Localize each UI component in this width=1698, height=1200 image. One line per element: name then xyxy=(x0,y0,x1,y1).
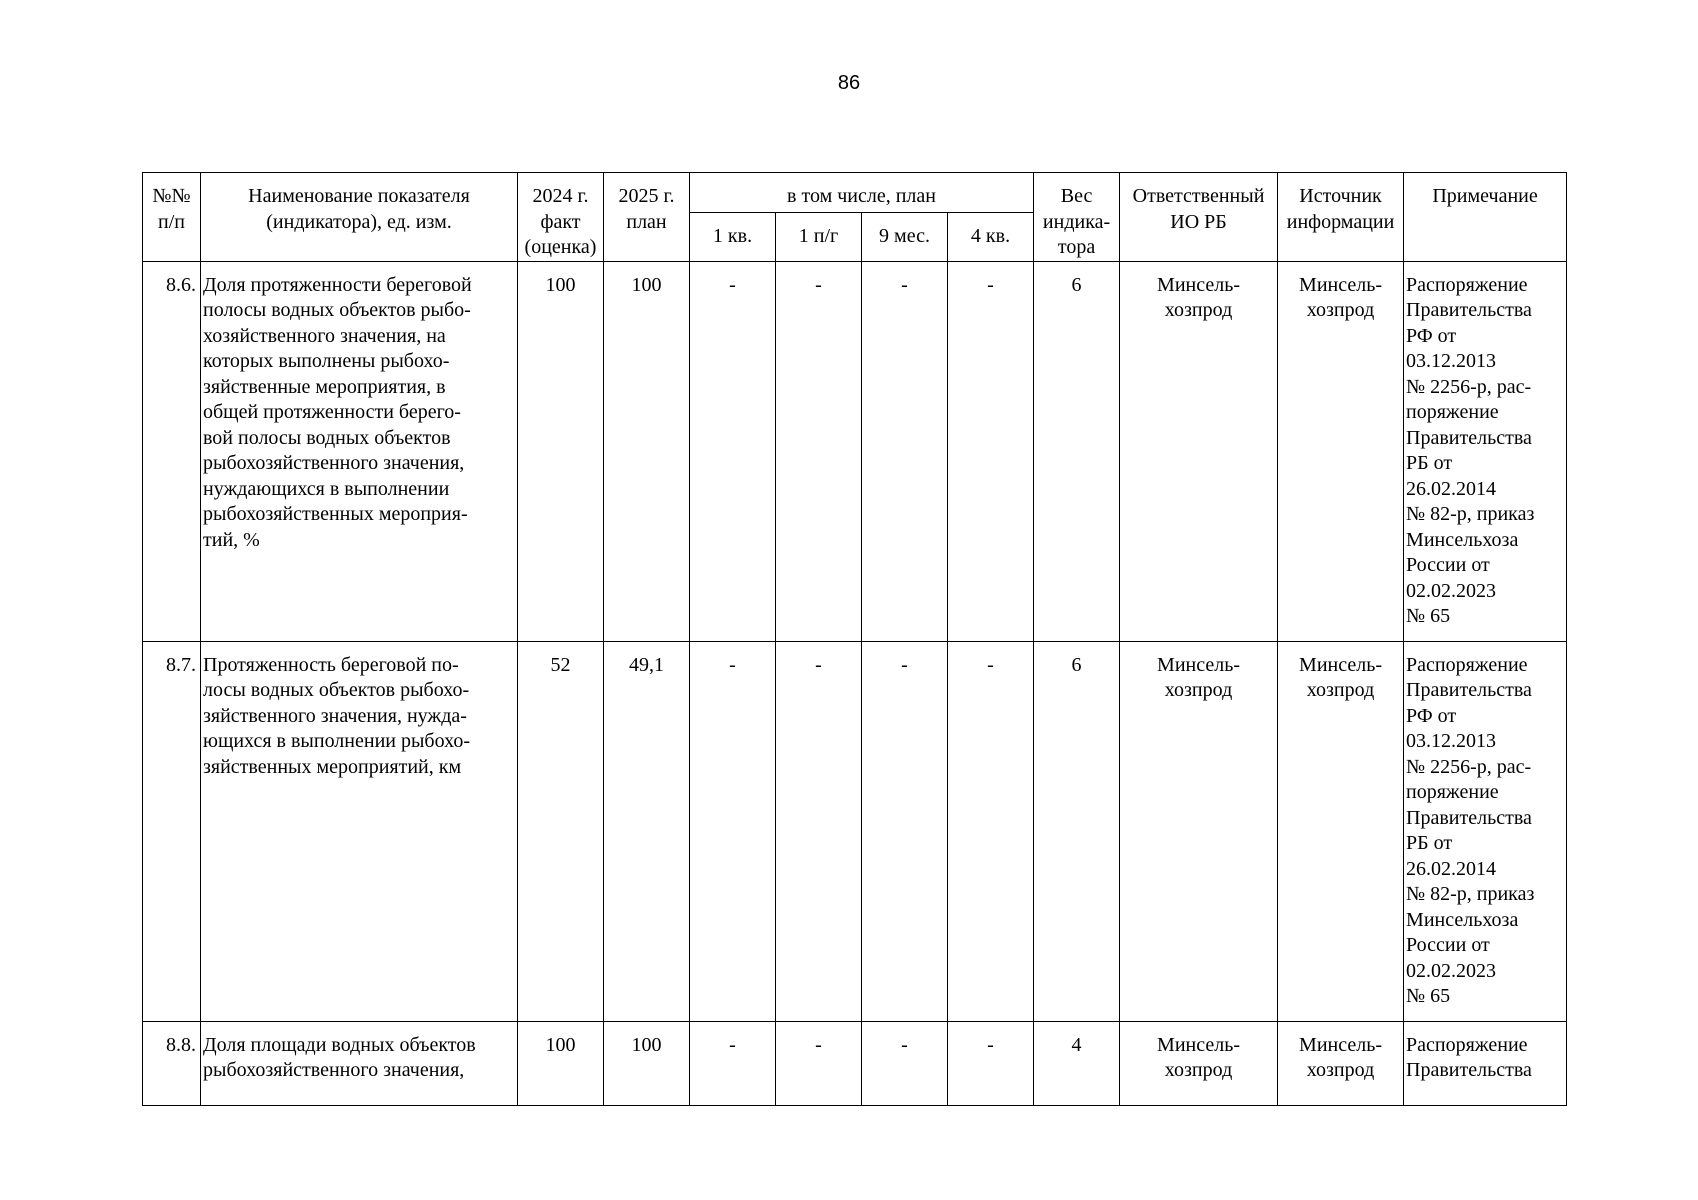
value-2025: 100 xyxy=(604,261,690,641)
table-header-row xyxy=(143,173,1567,213)
value-q4: - xyxy=(948,1021,1034,1105)
header-q1: 1 кв. xyxy=(690,212,776,261)
value-2024: 100 xyxy=(518,1021,604,1105)
value-q1: - xyxy=(690,641,776,1021)
value-2024: 100 xyxy=(518,261,604,641)
responsible: Минсель- хозпрод xyxy=(1120,1021,1278,1105)
value-weight: 6 xyxy=(1034,641,1120,1021)
header-2024: 2024 г. факт (оценка) xyxy=(518,173,604,262)
table-row xyxy=(143,1021,1567,1105)
value-weight: 6 xyxy=(1034,261,1120,641)
header-note: Примечание xyxy=(1404,173,1567,262)
value-9m: - xyxy=(862,641,948,1021)
indicators-table xyxy=(142,172,1567,1106)
source: Минсель- хозпрод xyxy=(1278,1021,1404,1105)
table-row xyxy=(143,261,1567,641)
note: Распоряжение Правительства РФ от 03.12.2013 № 2256-р, рас- поряжение Правительства РБ от 26.02.2014 № 82-р, приказ Минсельхоза России от 02.02.2023 № 65 xyxy=(1404,641,1567,1021)
source: Минсель- хозпрод xyxy=(1278,261,1404,641)
header-h1: 1 п/г xyxy=(776,212,862,261)
header-name: Наименование показателя (индикатора), ед. изм. xyxy=(201,173,518,262)
table-row xyxy=(143,641,1567,1021)
value-q1: - xyxy=(690,261,776,641)
value-2024: 52 xyxy=(518,641,604,1021)
header-9m: 9 мес. xyxy=(862,212,948,261)
header-source: Источник информации xyxy=(1278,173,1404,262)
row-number: 8.7. xyxy=(143,641,201,1021)
header-q4: 4 кв. xyxy=(948,212,1034,261)
responsible: Минсель- хозпрод xyxy=(1120,641,1278,1021)
value-2025: 100 xyxy=(604,1021,690,1105)
value-q4: - xyxy=(948,261,1034,641)
source: Минсель- хозпрод xyxy=(1278,641,1404,1021)
responsible: Минсель- хозпрод xyxy=(1120,261,1278,641)
note: Распоряжение Правительства xyxy=(1404,1021,1567,1105)
value-9m: - xyxy=(862,1021,948,1105)
indicator-name: Протяженность береговой по- лосы водных объектов рыбохо- зяйственного значения, нужда- ющихся в выполнении рыбохо- зяйственных мероприятий, км xyxy=(201,641,518,1021)
indicator-name: Доля протяженности береговой полосы водных объектов рыбо- хозяйственного значения, на которых выполнены рыбохо- зяйственные мероприятия, в общей протяженности берего- вой полосы водных объектов рыбохозяйственного значения, нуждающихся в выполнении рыбохозяйственных мероприя- тий, % xyxy=(201,261,518,641)
header-2025: 2025 г. план xyxy=(604,173,690,262)
row-number: 8.8. xyxy=(143,1021,201,1105)
value-2025: 49,1 xyxy=(604,641,690,1021)
value-h1: - xyxy=(776,261,862,641)
header-incl-plan: в том числе, план xyxy=(690,173,1034,213)
header-weight: Вес индика- тора xyxy=(1034,173,1120,262)
header-num: №№ п/п xyxy=(143,173,201,262)
indicator-name: Доля площади водных объектов рыбохозяйственного значения, xyxy=(201,1021,518,1105)
row-number: 8.6. xyxy=(143,261,201,641)
page-number: 86 xyxy=(837,72,861,94)
value-q1: - xyxy=(690,1021,776,1105)
value-weight: 4 xyxy=(1034,1021,1120,1105)
value-q4: - xyxy=(948,641,1034,1021)
value-h1: - xyxy=(776,1021,862,1105)
value-9m: - xyxy=(862,261,948,641)
header-responsible: Ответственный ИО РБ xyxy=(1120,173,1278,262)
value-h1: - xyxy=(776,641,862,1021)
note: Распоряжение Правительства РФ от 03.12.2013 № 2256-р, рас- поряжение Правительства РБ от 26.02.2014 № 82-р, приказ Минсельхоза России от 02.02.2023 № 65 xyxy=(1404,261,1567,641)
